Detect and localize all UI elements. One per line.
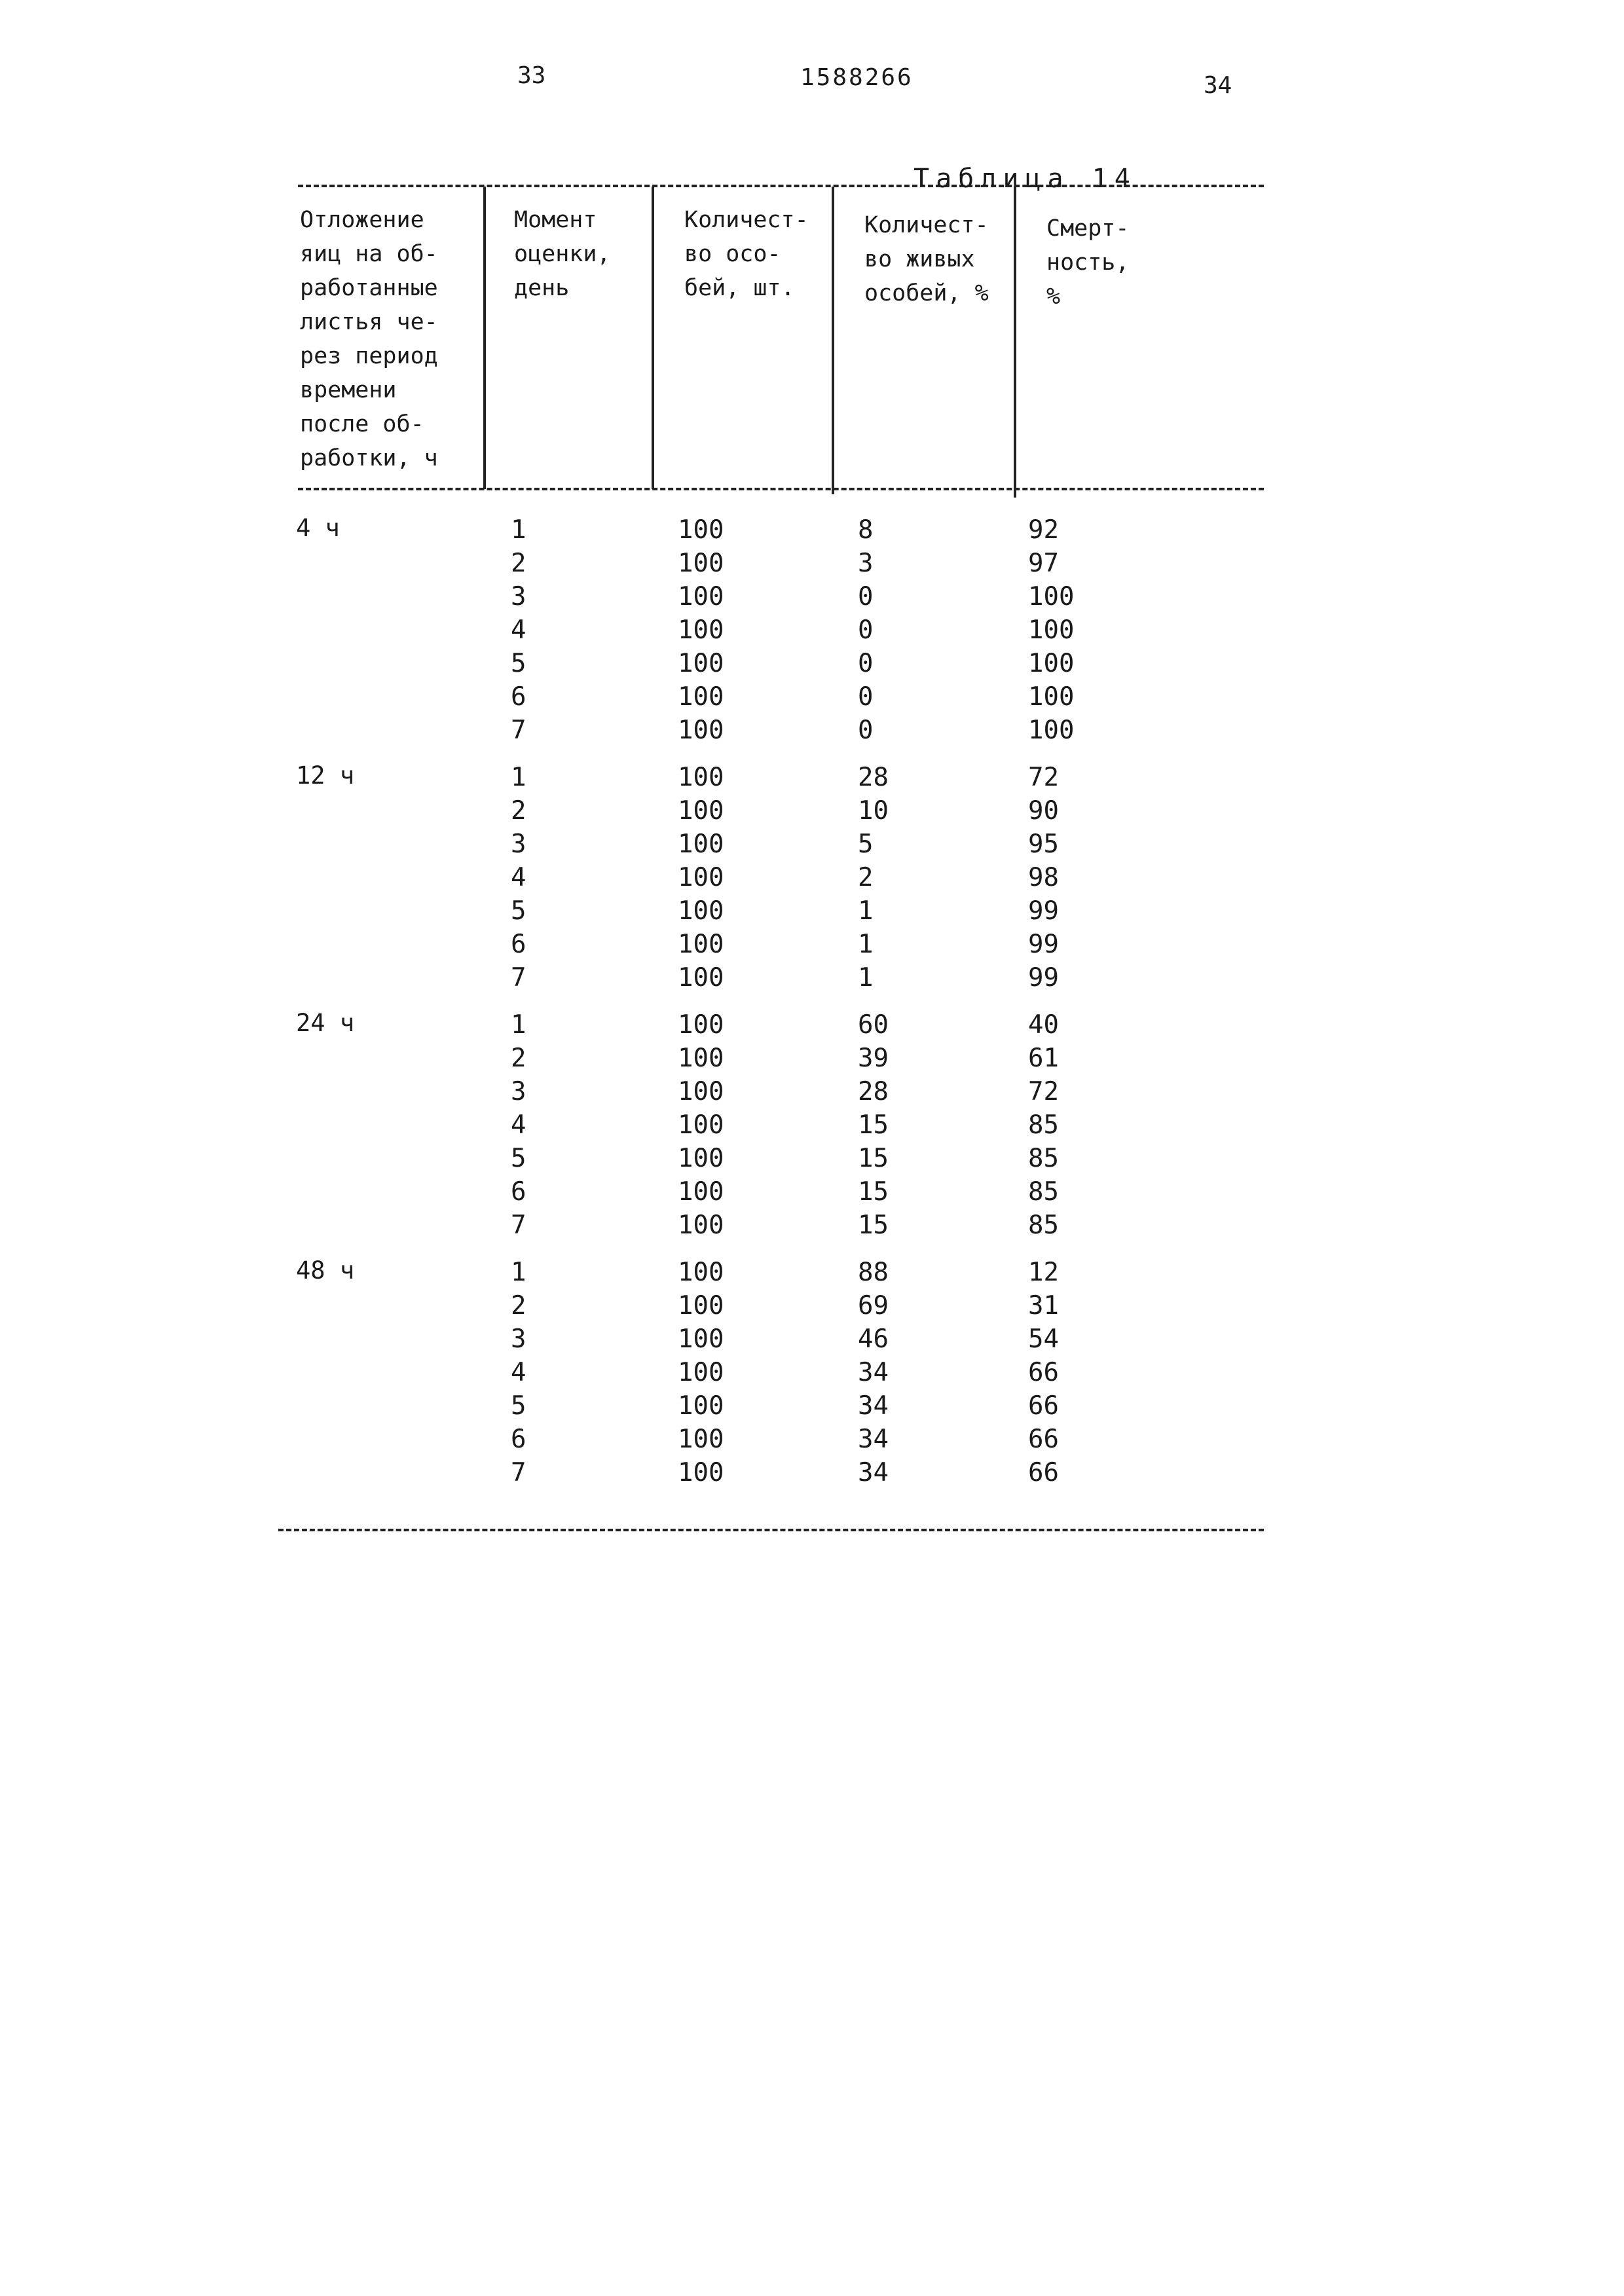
- table-row: [0, 1457, 1624, 1489]
- alive-cell: 0: [858, 716, 874, 745]
- table-row: [0, 681, 1624, 714]
- mortality-cell: 31: [1028, 1291, 1059, 1321]
- group-48h: [0, 1256, 1624, 1504]
- mortality-cell: 85: [1028, 1144, 1059, 1173]
- count-cell: 100: [678, 1144, 724, 1173]
- day-cell: 7: [511, 963, 526, 993]
- group-24h: [0, 1009, 1624, 1256]
- mortality-cell: 54: [1028, 1324, 1059, 1354]
- day-cell: 3: [511, 582, 526, 611]
- mortality-cell: 100: [1028, 682, 1075, 712]
- count-cell: 100: [678, 1010, 724, 1040]
- alive-cell: 10: [858, 796, 889, 826]
- table-row: [0, 1109, 1624, 1142]
- column-header-assessment-day: Момент оценки, день: [514, 207, 611, 301]
- table-row: [0, 1142, 1624, 1175]
- alive-cell: 34: [858, 1391, 889, 1421]
- column-divider-3: [832, 187, 834, 494]
- table-row: [0, 761, 1624, 794]
- count-cell: 100: [678, 1425, 724, 1454]
- table-row: [0, 1323, 1624, 1356]
- mortality-cell: 99: [1028, 896, 1059, 926]
- day-cell: 7: [511, 1458, 526, 1487]
- table-row: [0, 928, 1624, 961]
- table-row: [0, 1390, 1624, 1423]
- day-cell: 5: [511, 896, 526, 926]
- alive-cell: 3: [858, 549, 874, 578]
- count-cell: 100: [678, 682, 724, 712]
- mortality-cell: 85: [1028, 1211, 1059, 1240]
- count-cell: 100: [678, 1458, 724, 1487]
- alive-cell: 15: [858, 1177, 889, 1207]
- table-row: [0, 714, 1624, 747]
- table-row: [0, 862, 1624, 894]
- count-cell: 100: [678, 1258, 724, 1287]
- mortality-cell: 72: [1028, 1077, 1059, 1106]
- table-row: [0, 647, 1624, 680]
- alive-cell: 28: [858, 763, 889, 792]
- table-row: [0, 1042, 1624, 1075]
- column-header-mortality: Смерт- ность, %: [1046, 215, 1130, 310]
- header-bottom-rule: [298, 488, 1264, 490]
- alive-cell: 0: [858, 615, 874, 645]
- table-bottom-rule: [278, 1529, 1264, 1531]
- mortality-cell: 40: [1028, 1010, 1059, 1040]
- count-cell: 100: [678, 1211, 724, 1240]
- day-cell: 2: [511, 796, 526, 826]
- alive-cell: 34: [858, 1458, 889, 1487]
- table-row: [0, 1357, 1624, 1389]
- day-cell: 6: [511, 1425, 526, 1454]
- day-cell: 5: [511, 649, 526, 678]
- mortality-cell: 99: [1028, 930, 1059, 959]
- day-cell: 1: [511, 763, 526, 792]
- table-row: [0, 547, 1624, 580]
- day-cell: 7: [511, 1211, 526, 1240]
- table-row: [0, 1290, 1624, 1322]
- table-row: [0, 828, 1624, 861]
- table-row: [0, 1256, 1624, 1289]
- count-cell: 100: [678, 1177, 724, 1207]
- mortality-cell: 99: [1028, 963, 1059, 993]
- alive-cell: 1: [858, 963, 874, 993]
- count-cell: 100: [678, 515, 724, 545]
- table-row: [0, 1209, 1624, 1242]
- count-cell: 100: [678, 1077, 724, 1106]
- day-cell: 1: [511, 1010, 526, 1040]
- group-12h: [0, 761, 1624, 1009]
- alive-cell: 60: [858, 1010, 889, 1040]
- table-row: [0, 1076, 1624, 1108]
- day-cell: 1: [511, 515, 526, 545]
- table-row: [0, 1176, 1624, 1209]
- day-cell: 3: [511, 829, 526, 859]
- table-row: [0, 1009, 1624, 1042]
- day-cell: 5: [511, 1144, 526, 1173]
- day-cell: 4: [511, 863, 526, 892]
- mortality-cell: 100: [1028, 582, 1075, 611]
- day-cell: 2: [511, 1291, 526, 1321]
- table-row: [0, 514, 1624, 547]
- table-body: [0, 514, 1624, 1504]
- mortality-cell: 66: [1028, 1358, 1059, 1387]
- mortality-cell: 85: [1028, 1177, 1059, 1207]
- mortality-cell: 12: [1028, 1258, 1059, 1287]
- group-label: 4 ч: [296, 514, 340, 542]
- count-cell: 100: [678, 896, 724, 926]
- column-header-live-specimens: Количест- во живых особей, %: [864, 212, 989, 306]
- count-cell: 100: [678, 582, 724, 611]
- count-cell: 100: [678, 1044, 724, 1073]
- mortality-cell: 100: [1028, 716, 1075, 745]
- group-label: 12 ч: [296, 761, 355, 790]
- table-row: [0, 962, 1624, 994]
- count-cell: 100: [678, 829, 724, 859]
- day-cell: 4: [511, 615, 526, 645]
- day-cell: 3: [511, 1077, 526, 1106]
- patent-number: 1588266: [800, 64, 913, 91]
- column-header-specimen-count: Количест- во осо- бей, шт.: [684, 207, 809, 301]
- alive-cell: 0: [858, 649, 874, 678]
- alive-cell: 1: [858, 930, 874, 959]
- day-cell: 3: [511, 1324, 526, 1354]
- table-top-rule: [298, 185, 1264, 187]
- count-cell: 100: [678, 863, 724, 892]
- mortality-cell: 61: [1028, 1044, 1059, 1073]
- column-divider-1: [483, 187, 486, 489]
- mortality-cell: 97: [1028, 549, 1059, 578]
- mortality-cell: 100: [1028, 649, 1075, 678]
- group-4h: [0, 514, 1624, 761]
- count-cell: 100: [678, 1324, 724, 1354]
- mortality-cell: 72: [1028, 763, 1059, 792]
- mortality-cell: 66: [1028, 1391, 1059, 1421]
- alive-cell: 88: [858, 1258, 889, 1287]
- mortality-cell: 66: [1028, 1425, 1059, 1454]
- count-cell: 100: [678, 615, 724, 645]
- day-cell: 5: [511, 1391, 526, 1421]
- alive-cell: 46: [858, 1324, 889, 1354]
- count-cell: 100: [678, 763, 724, 792]
- count-cell: 100: [678, 796, 724, 826]
- mortality-cell: 100: [1028, 615, 1075, 645]
- table-row: [0, 1423, 1624, 1456]
- alive-cell: 5: [858, 829, 874, 859]
- count-cell: 100: [678, 1291, 724, 1321]
- alive-cell: 15: [858, 1110, 889, 1140]
- alive-cell: 0: [858, 682, 874, 712]
- mortality-cell: 95: [1028, 829, 1059, 859]
- alive-cell: 34: [858, 1425, 889, 1454]
- alive-cell: 39: [858, 1044, 889, 1073]
- column-header-egg-laying-period: Отложение яиц на об- работанные листья че- рез период времени после об- работки, ч: [300, 207, 438, 471]
- alive-cell: 0: [858, 582, 874, 611]
- alive-cell: 15: [858, 1144, 889, 1173]
- day-cell: 7: [511, 716, 526, 745]
- page-number-left: 33: [517, 62, 546, 89]
- day-cell: 4: [511, 1110, 526, 1140]
- count-cell: 100: [678, 1110, 724, 1140]
- day-cell: 2: [511, 1044, 526, 1073]
- count-cell: 100: [678, 1391, 724, 1421]
- alive-cell: 2: [858, 863, 874, 892]
- day-cell: 1: [511, 1258, 526, 1287]
- mortality-cell: 98: [1028, 863, 1059, 892]
- table-row: [0, 895, 1624, 928]
- column-divider-4: [1014, 187, 1016, 498]
- day-cell: 6: [511, 930, 526, 959]
- mortality-cell: 85: [1028, 1110, 1059, 1140]
- alive-cell: 34: [858, 1358, 889, 1387]
- table-row: [0, 795, 1624, 828]
- count-cell: 100: [678, 963, 724, 993]
- day-cell: 6: [511, 1177, 526, 1207]
- day-cell: 6: [511, 682, 526, 712]
- mortality-cell: 90: [1028, 796, 1059, 826]
- day-cell: 2: [511, 549, 526, 578]
- day-cell: 4: [511, 1358, 526, 1387]
- mortality-cell: 92: [1028, 515, 1059, 545]
- count-cell: 100: [678, 716, 724, 745]
- group-label: 48 ч: [296, 1256, 355, 1285]
- alive-cell: 28: [858, 1077, 889, 1106]
- mortality-cell: 66: [1028, 1458, 1059, 1487]
- count-cell: 100: [678, 549, 724, 578]
- group-label: 24 ч: [296, 1009, 355, 1037]
- table-row: [0, 614, 1624, 647]
- alive-cell: 8: [858, 515, 874, 545]
- alive-cell: 15: [858, 1211, 889, 1240]
- table-label: Таблица 14: [913, 164, 1137, 194]
- alive-cell: 69: [858, 1291, 889, 1321]
- count-cell: 100: [678, 1358, 724, 1387]
- page-number-right: 34: [1204, 72, 1232, 99]
- column-divider-2: [652, 187, 654, 489]
- count-cell: 100: [678, 649, 724, 678]
- alive-cell: 1: [858, 896, 874, 926]
- table-row: [0, 581, 1624, 613]
- count-cell: 100: [678, 930, 724, 959]
